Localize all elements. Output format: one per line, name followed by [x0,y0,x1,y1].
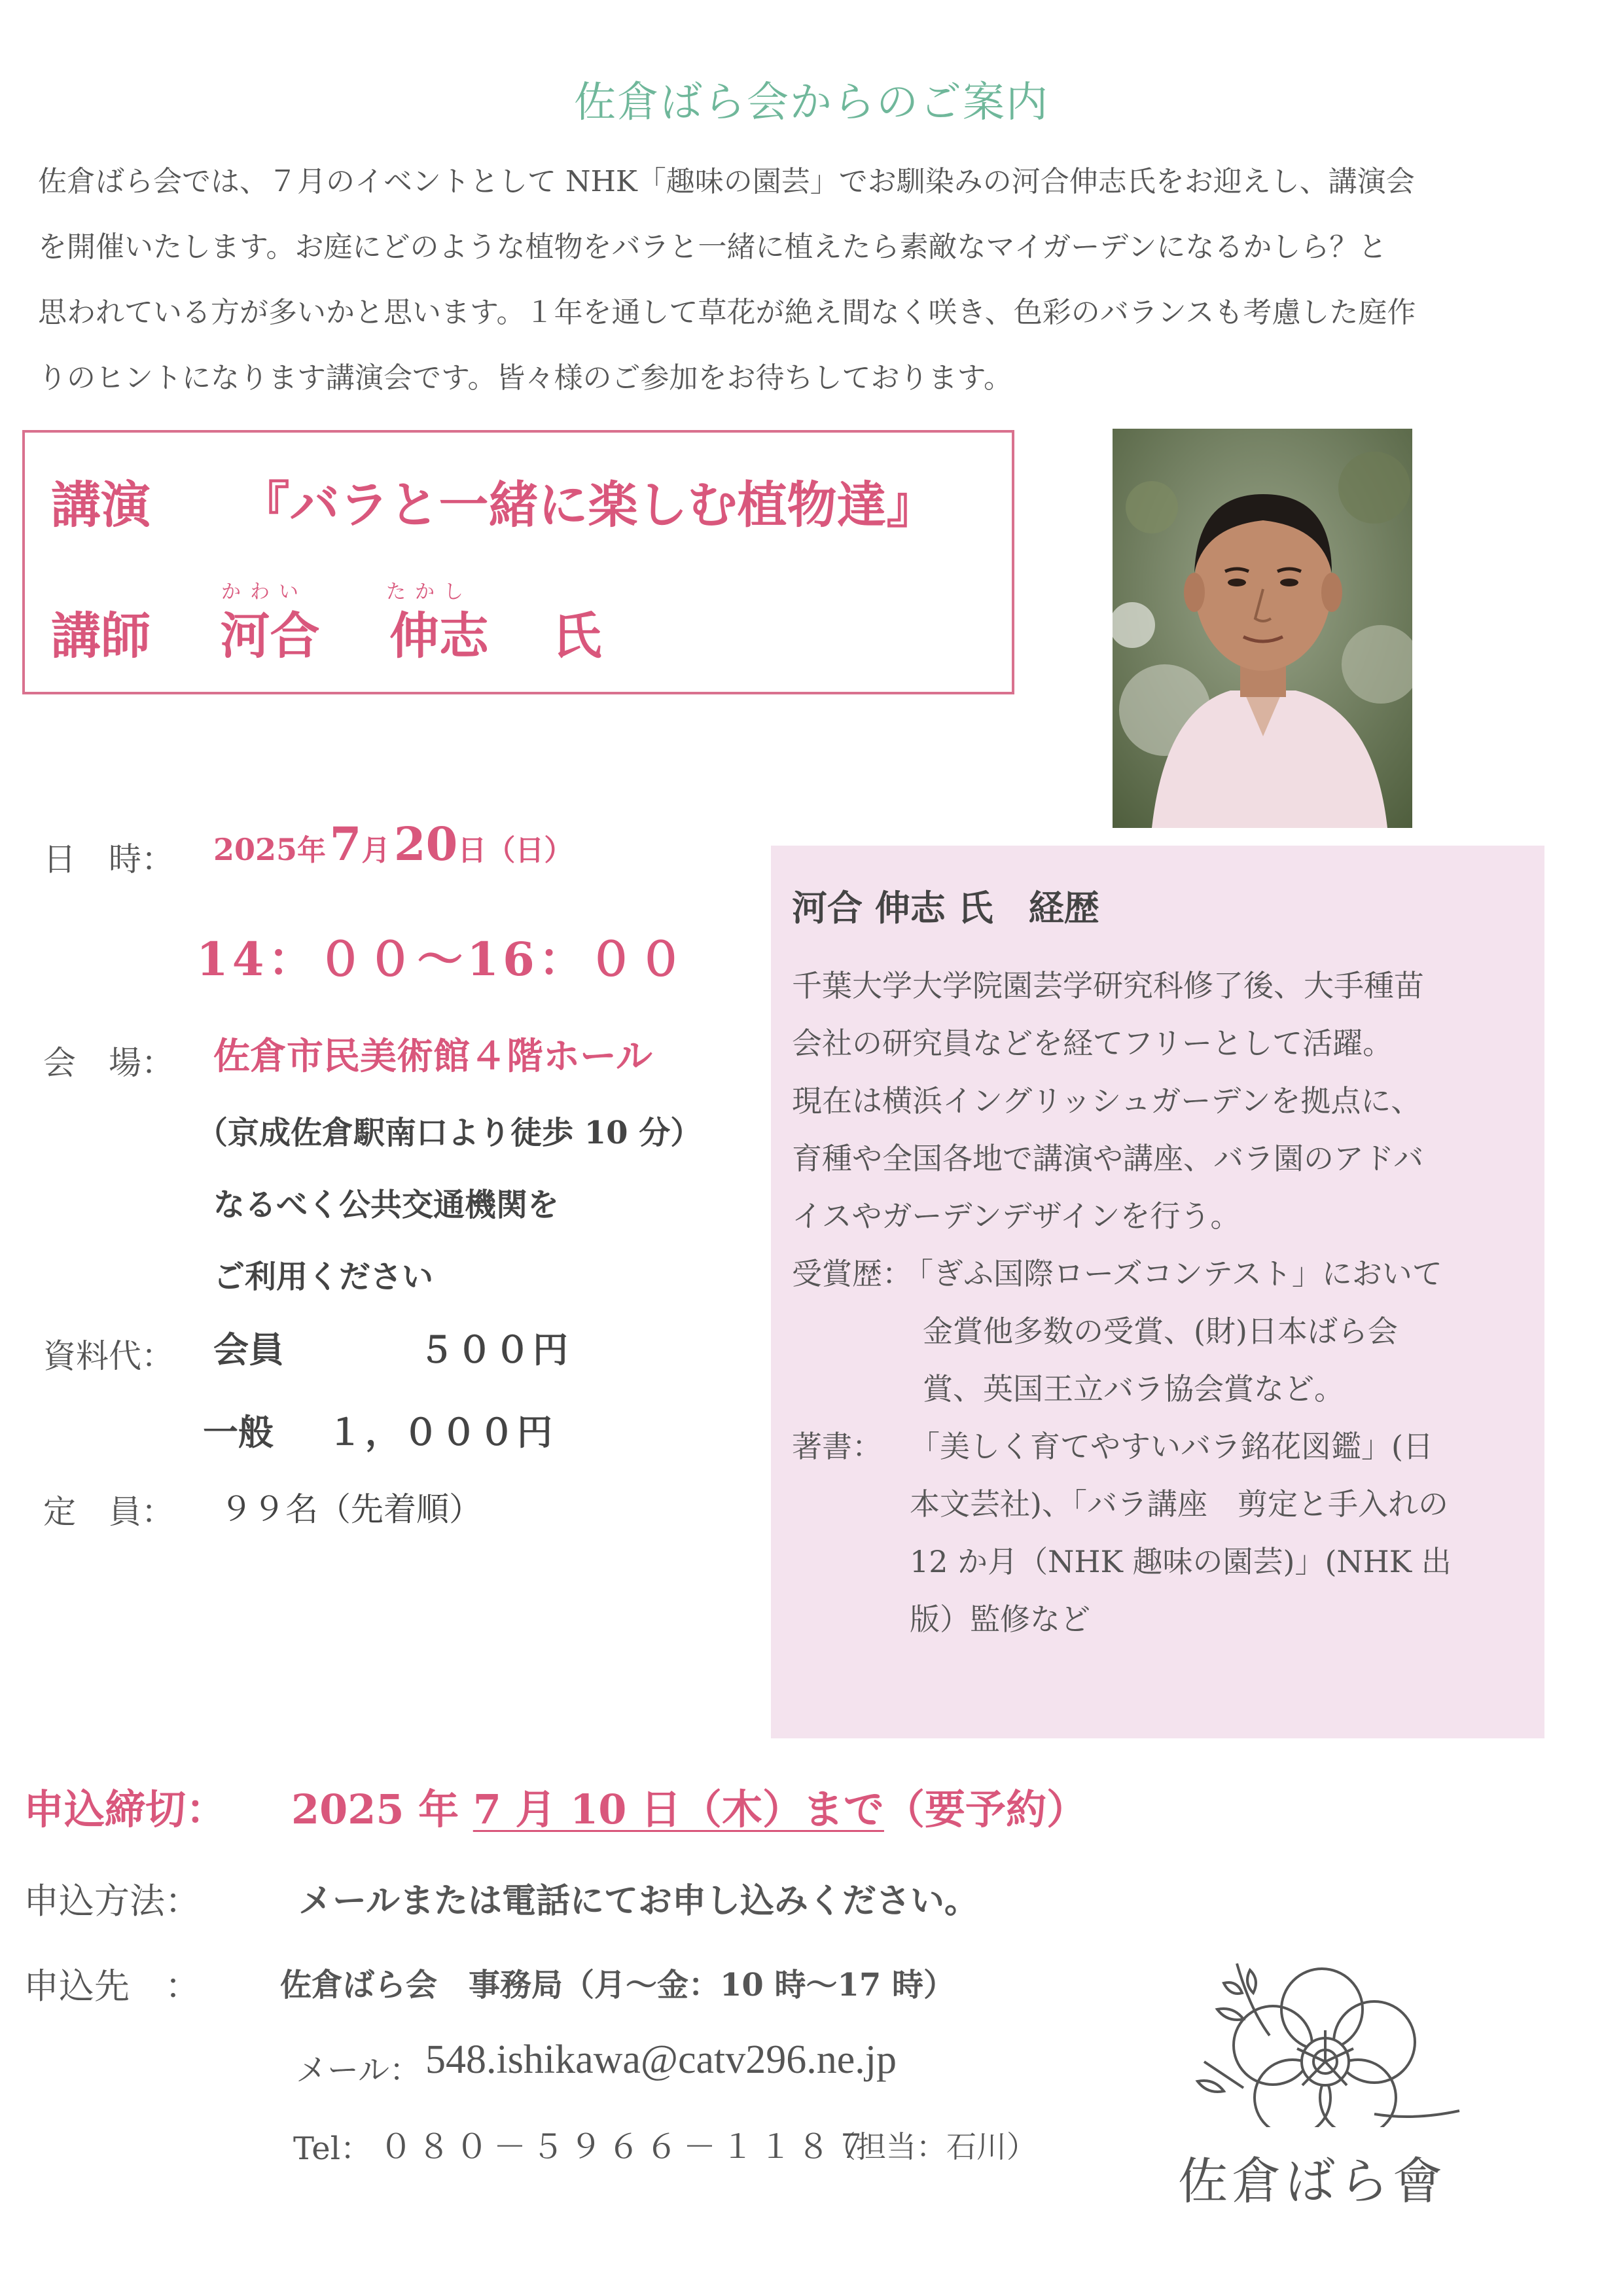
capacity-value: ９９名（先着順） [220,1490,482,1528]
club-logo-text: 佐倉ばら會 [1178,2152,1446,2210]
lecturer-label: 講師 [51,607,151,665]
bio-books-line: 本文芸社)、「バラ講座 剪定と手入れの [910,1486,1448,1522]
bio-career [792,957,1424,1245]
capacity-label: 定 員： [43,1493,174,1531]
tel-label: Tel： [293,2130,372,2167]
venue-note-1: なるべく公共交通機関を [213,1187,560,1223]
tel-number[interactable]: ０８０－５９６６－１１８７ [380,2128,873,2166]
contact-label: 申込先 ： [24,1965,200,2007]
event-date [213,817,573,871]
bio-awards-line: 「ぎふ国際ローズコンテスト」において [903,1256,1442,1291]
bio-awards-line: 賞、英国王立バラ協会賞など。 [923,1371,1344,1407]
bio-books-label: 著書： [792,1429,882,1464]
bio-books-line: 版）監修など [910,1602,1090,1637]
event-year: 2025 [213,832,298,867]
bio-books-line: 12 か月（NHK 趣味の園芸)」(NHK 出 [910,1544,1452,1579]
venue-access: （京成佐倉駅南口より徒歩 10 分） [196,1115,702,1151]
intro-line: りのヒントになります講演会です。皆々様のご参加をお待ちしております。 [38,361,1012,395]
bio-awards-line: 金賞他多数の受賞、(財)日本ばら会 [923,1314,1398,1349]
event-month: 7 [329,817,362,871]
bio-career-line: イスやガーデンデザインを行う。 [792,1198,1241,1234]
lecturer-family-name: 河合 [220,607,320,665]
intro-line: を開催いたします。お庭にどのような植物をバラと一緒に植えたら素敵なマイガーデンになるかしら？と [38,230,1387,264]
bio-title: 河合 伸志 氏 経歴 [792,887,1099,929]
venue-note-2: ご利用ください [213,1259,434,1295]
lecturer-row [51,596,601,668]
bio-books-line: 「美しく育てやすいバラ銘花図鑑」(日 [910,1429,1433,1464]
fee-member-label: 会員 [213,1329,284,1371]
method-value: メールまたは電話にてお申し込みください。 [298,1881,978,1921]
intro-line: 思われている方が多いかと思います。１年を通して草花が絶え間なく咲き、色彩のバランスも考慮した庭作 [38,296,1416,329]
fee-general-price: １，０００円 [327,1411,555,1453]
event-day-unit: 日 [457,834,487,867]
fee-member-price: ５００円 [419,1329,571,1371]
fee-general-label: 一般 [203,1411,274,1453]
event-day: 20 [393,817,458,871]
event-month-unit: 月 [361,834,391,867]
rose-icon [1178,1957,1492,2127]
deadline-date: 7 月 10 日（木）まで [473,1785,884,1833]
event-year-unit: 年 [297,834,327,867]
method-label: 申込方法： [24,1880,200,1922]
deadline-year: 2025 年 [291,1785,459,1833]
fee-label: 資料代： [43,1337,174,1375]
event-weekday: （日） [486,834,573,867]
page-title: 佐倉ばら会からのご案内 [574,79,1049,127]
bio-career-line: 会社の研究員などを経てフリーとして活躍。 [792,1026,1393,1061]
datetime-label: 日 時： [43,840,174,878]
club-logo [1178,1957,1492,2210]
bio-career-line: 育種や全国各地で講演や講座、バラ園のアドバ [792,1141,1424,1176]
deadline-note: （要予約） [883,1785,1087,1833]
bio-career-line: 千葉大学大学院園芸学研究科修了後、大手種苗 [792,968,1424,1003]
bio-awards [903,1245,1442,1418]
family-name-ruby: かわい [221,581,308,603]
contact-office: 佐倉ばら会 事務局（月～金：10 時～17 時） [280,1967,955,2003]
venue-name: 佐倉市民美術館４階ホール [213,1035,652,1078]
lecturer-given-name: 伸志 [389,607,489,665]
lecture-title: 『バラと一緒に楽しむ植物達』 [240,476,936,534]
lecture-label: 講演 [51,476,151,534]
deadline-value [291,1777,1087,1835]
lecturer-photo [1113,429,1412,828]
intro-line: 佐倉ばら会では、７月のイベントとして NHK「趣味の園芸」でお馴染みの河合伸志氏をお迎えし、講演会 [38,165,1415,198]
email-label: メール： [296,2052,421,2089]
lecture-box [22,430,1014,694]
email-address[interactable]: 548.ishikawa@catv296.ne.jp [425,2037,897,2082]
bio-books [910,1418,1452,1648]
lecture-title-row [51,465,936,537]
tel-note: （担当：石川） [826,2129,1037,2164]
event-time: 14：００～16：００ [196,932,688,986]
bio-awards-label: 受賞歴： [792,1256,912,1291]
bio-career-line: 現在は横浜イングリッシュガーデンを拠点に、 [792,1083,1421,1119]
deadline-label: 申込締切： [24,1785,227,1833]
given-name-ruby: たかし [386,581,473,603]
intro-text [38,149,1530,411]
venue-label: 会 場： [43,1044,174,1082]
lecturer-honorific: 氏 [552,607,602,665]
